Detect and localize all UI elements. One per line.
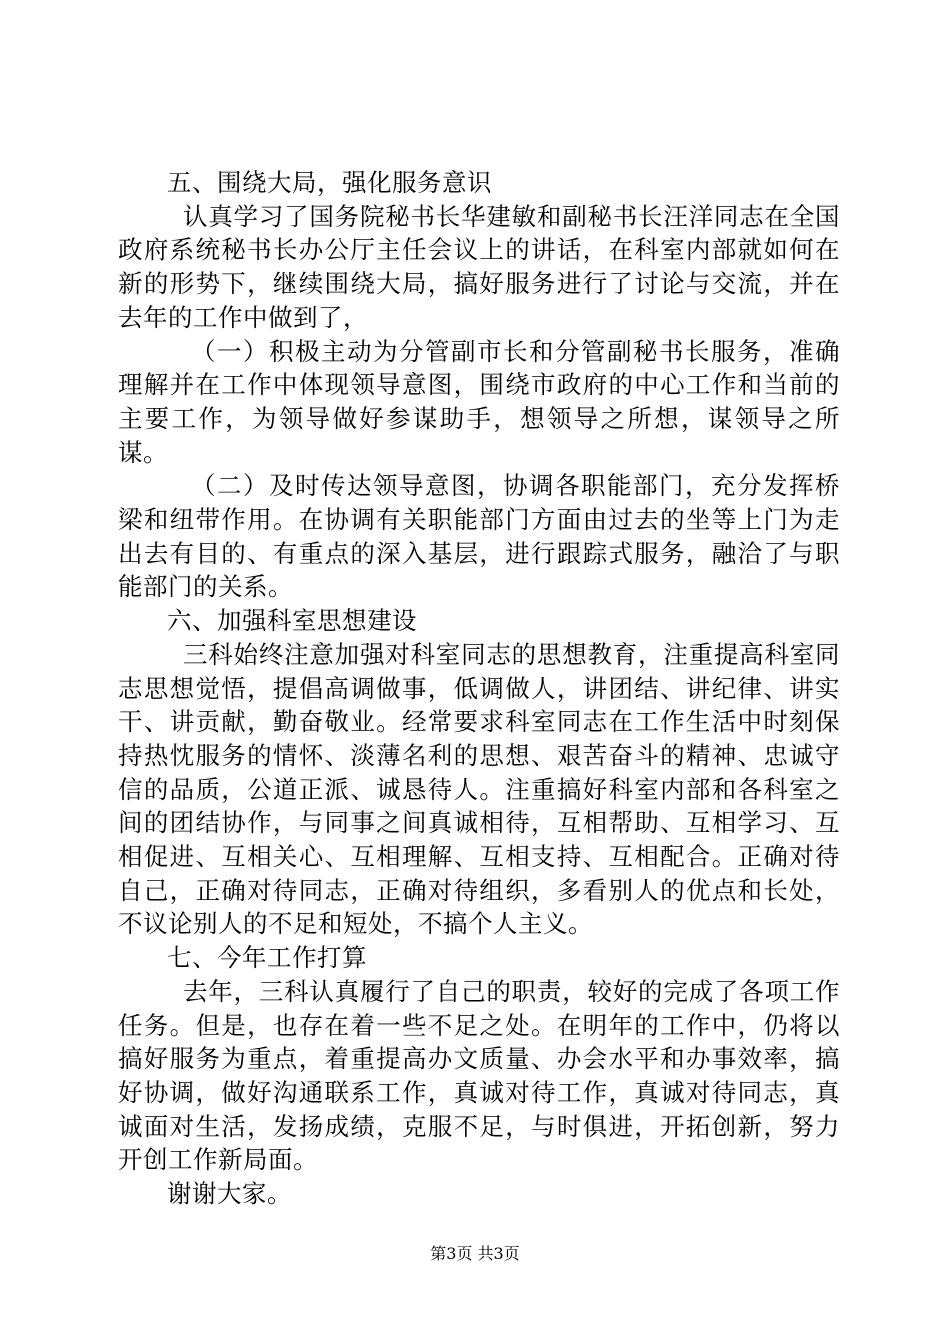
paragraph-section-6: 三科始终注意加强对科室同志的思想教育，注重提高科室同志思想觉悟，提倡高调做事，低调做人，讲团结、讲纪律、讲实干、讲贡献，勤奋敬业。经常要求科室同志在工作生活中时刻保持热忱服务的情怀、淡薄名利的思想、艰苦奋斗的精神、忠诚守信的品质，公道正派、诚恳待人。注重搞好科室内部和各科室之间的团结协作，与同事之间真诚相待，互相帮助、互相学习、互相促进、互相关心、互相理解、互相支持、互相配合。正确对待自己，正确对待同志，正确对待组织，多看别人的优点和长处，不议论别人的不足和短处，不搞个人主义。 <box>118 639 840 939</box>
paragraph-section-7: 去年，三科认真履行了自己的职责，较好的完成了各项工作任务。但是，也存在着一些不足之处。在明年的工作中，仍将以搞好服务为重点，着重提高办文质量、办会水平和办事效率，搞好协调，做好沟通联系工作，真诚对待工作，真诚对待同志，真诚面对生活，发扬成绩，克服不足，与时俱进，开拓创新，努力开创工作新局面。 <box>118 976 840 1175</box>
paragraph-section-5-intro: 认真学习了国务院秘书长华建敏和副秘书长汪洋同志在全国政府系统秘书长办公厅主任会议上的讲话，在科室内部就如何在新的形势下，继续围绕大局，搞好服务进行了讨论与交流，并在去年的工作中做到了， <box>118 201 840 332</box>
paragraph-section-5-item-2: （二）及时传达领导意图，协调各职能部门，充分发挥桥梁和纽带作用。在协调有关职能部门方面由过去的坐等上门为走出去有目的、有重点的深入基层，进行跟踪式服务，融洽了与职能部门的关系。 <box>118 471 840 602</box>
closing-thanks: 谢谢大家。 <box>167 1179 292 1209</box>
document-body <box>118 166 840 1211</box>
section-heading-5: 五、围绕大局，强化服务意识 <box>167 168 492 197</box>
page-number-footer: 第3页 共3页 <box>430 1244 520 1263</box>
paragraph-section-5-item-1: （一）积极主动为分管副市长和分管副秘书长服务，准确理解并在工作中体现领导意图，围绕市政府的中心工作和当前的主要工作，为领导做好参谋助手，想领导之所想，谋领导之所谋。 <box>118 336 840 467</box>
section-heading-6: 六、加强科室思想建设 <box>167 606 417 636</box>
section-heading-7: 七、今年工作打算 <box>167 943 367 973</box>
